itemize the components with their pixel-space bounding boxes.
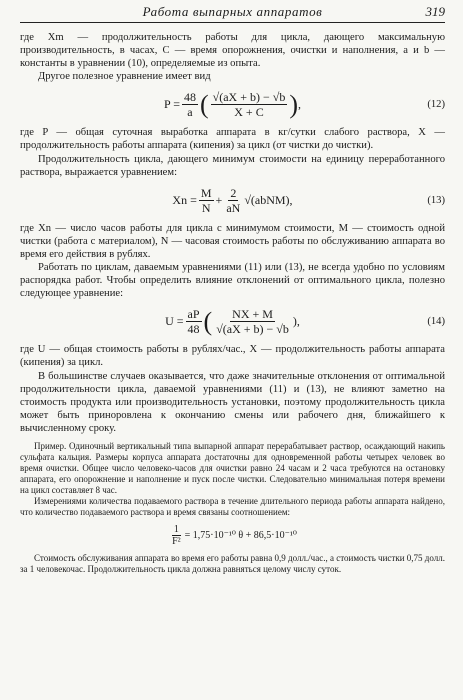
eq13-term1-den: N <box>201 200 211 215</box>
eq13-lhs: Xn = <box>172 192 197 207</box>
eq13-term1-num: M <box>200 185 212 200</box>
paragraph-xm-definition: где Xm — продолжительность работы для цикла, дающего максимальную производительность, в часах, C — время опорожнения, очистки и наполнения, a и b — константы в уравнении (10), определяемые из опыта. <box>20 32 445 70</box>
eq-ex-rhs: = 1,75·10⁻¹⁰ θ + 86,5·10⁻¹⁰ <box>184 529 297 541</box>
eq13-plus: + <box>215 192 223 207</box>
eq12-lhs: P = <box>163 97 180 112</box>
eq14-denominator: √(aX + b) − √b <box>216 322 289 337</box>
eq12-fraction <box>211 90 288 119</box>
eq-ex-num: 1 <box>173 523 179 535</box>
equation-13 <box>20 186 445 215</box>
eq14-coef-num: aP <box>187 307 200 322</box>
equation-12: P = $\frac{48}{a}$ ( $\frac{√(aX + b) - √b}{X + C}$ ) , (12) <box>163 89 445 120</box>
paragraph-deviation: Работать по циклам, даваемым уравнениями (11) или (13), не всегда удобно по условиям распорядка работ. Чтобы определить влияние отклонений от оптимального цикла, полезно следующее уравнение: <box>20 262 445 300</box>
eq13-number: (13) <box>427 194 445 206</box>
paragraph-conclusion: В большинстве случаев оказывается, что даже значительные отклонения от оптимальной продолжительности цикла, даваемой уравнениями (11) и (13), не влияют заметно на стоимость продукта или производительность установки, поэтому продолжительность цикла может быть приноровлена к окончанию смены или рабочего дня, ближайшего к вычисленному сроку. <box>20 370 445 434</box>
eq12-coef <box>182 90 198 119</box>
eq-ex-fraction <box>170 524 183 547</box>
equation-14: U = $\frac{aP}{48}$ ( $\frac{NX + M}{√(aX + b) - √b}$ ), (14) <box>165 306 445 337</box>
eq13-term2-den: aN <box>226 200 241 215</box>
eq12-tail: , <box>298 97 302 112</box>
eq12-number: (12) <box>427 99 445 111</box>
paragraph-p-definition: где P — общая суточная выработка аппарата в кг/сутки слабого раствора, X — продолжительность работы аппарата (кипения) за цикл (от чистки до чистки). <box>20 127 445 152</box>
example-paragraph-2: Измерениями количества подаваемого раствора в течение длительного периода работы аппарата найдено, что количество подаваемого раствора и время связаны соотношением: <box>20 495 445 517</box>
paragraph-other-equation: Другое полезное уравнение имеет вид <box>38 71 211 83</box>
example-paragraph-1: Пример. Одиночный вертикальный типа выпарной аппарат перерабатывает раствор, осаждающий накипь сульфата кальция. Размеры корпуса аппарата достаточны для одновременной работы четырех человек во время очистки. Общее число человеко-часов для очистки равно 24 часам и 2 часа требуются на остановку аппарата, его опорожнение и наполнение и пуск после чистки. Следовательно минимальная потеря времени на цикл составляет 8 час. <box>20 440 445 495</box>
eq12-denominator: X + C <box>234 105 264 120</box>
paragraph-u-definition: где U — общая стоимость работы в рублях/час., X — продолжительность работы аппарата (кипения) за цикл. <box>20 344 445 369</box>
running-title: Работа выпарных аппаратов <box>142 4 323 19</box>
paragraph-min-cost-cycle: Продолжительность цикла, дающего минимум стоимости на единицу переработанного раствора, выражается уравнением: <box>20 153 445 178</box>
eq14-lhs: U = <box>165 314 184 329</box>
eq12-coef-num: 48 <box>183 90 196 105</box>
page-header <box>20 0 445 23</box>
eq14-coef-den: 48 <box>187 322 200 337</box>
eq13-term1 <box>199 186 214 215</box>
eq14-number: (14) <box>427 316 445 328</box>
page-number: 319 <box>425 4 445 19</box>
eq12-numerator: √(aX + b) − √b <box>212 90 286 105</box>
paragraph-xn-definition: где Xn — число часов работы для цикла с минимумом стоимости, M — стоимость одной чистки (работа с материалом), N — часовая стоимость работы по обслуживанию аппарата во время его действия в рублях. <box>20 222 445 260</box>
eq14-numerator: NX + M <box>232 307 273 322</box>
example-paragraph-3: Стоимость обслуживания аппарата во время его работы равна 0,9 долл./час., а стоимость чистки 0,75 долл. за 1 человекочас. Продолжительность цикла должна равняться целому числу суток. <box>20 552 445 574</box>
eq-ex-den: F² <box>172 535 181 547</box>
eq14-coef <box>186 307 202 336</box>
eq12-coef-den: a <box>187 105 193 120</box>
equation-example <box>20 524 445 547</box>
eq14-tail: ), <box>292 314 300 329</box>
eq13-term2 <box>224 186 242 215</box>
eq14-fraction <box>214 307 291 336</box>
eq13-term2-num: 2 <box>230 185 237 200</box>
eq13-root: √(abNM), <box>244 192 293 207</box>
